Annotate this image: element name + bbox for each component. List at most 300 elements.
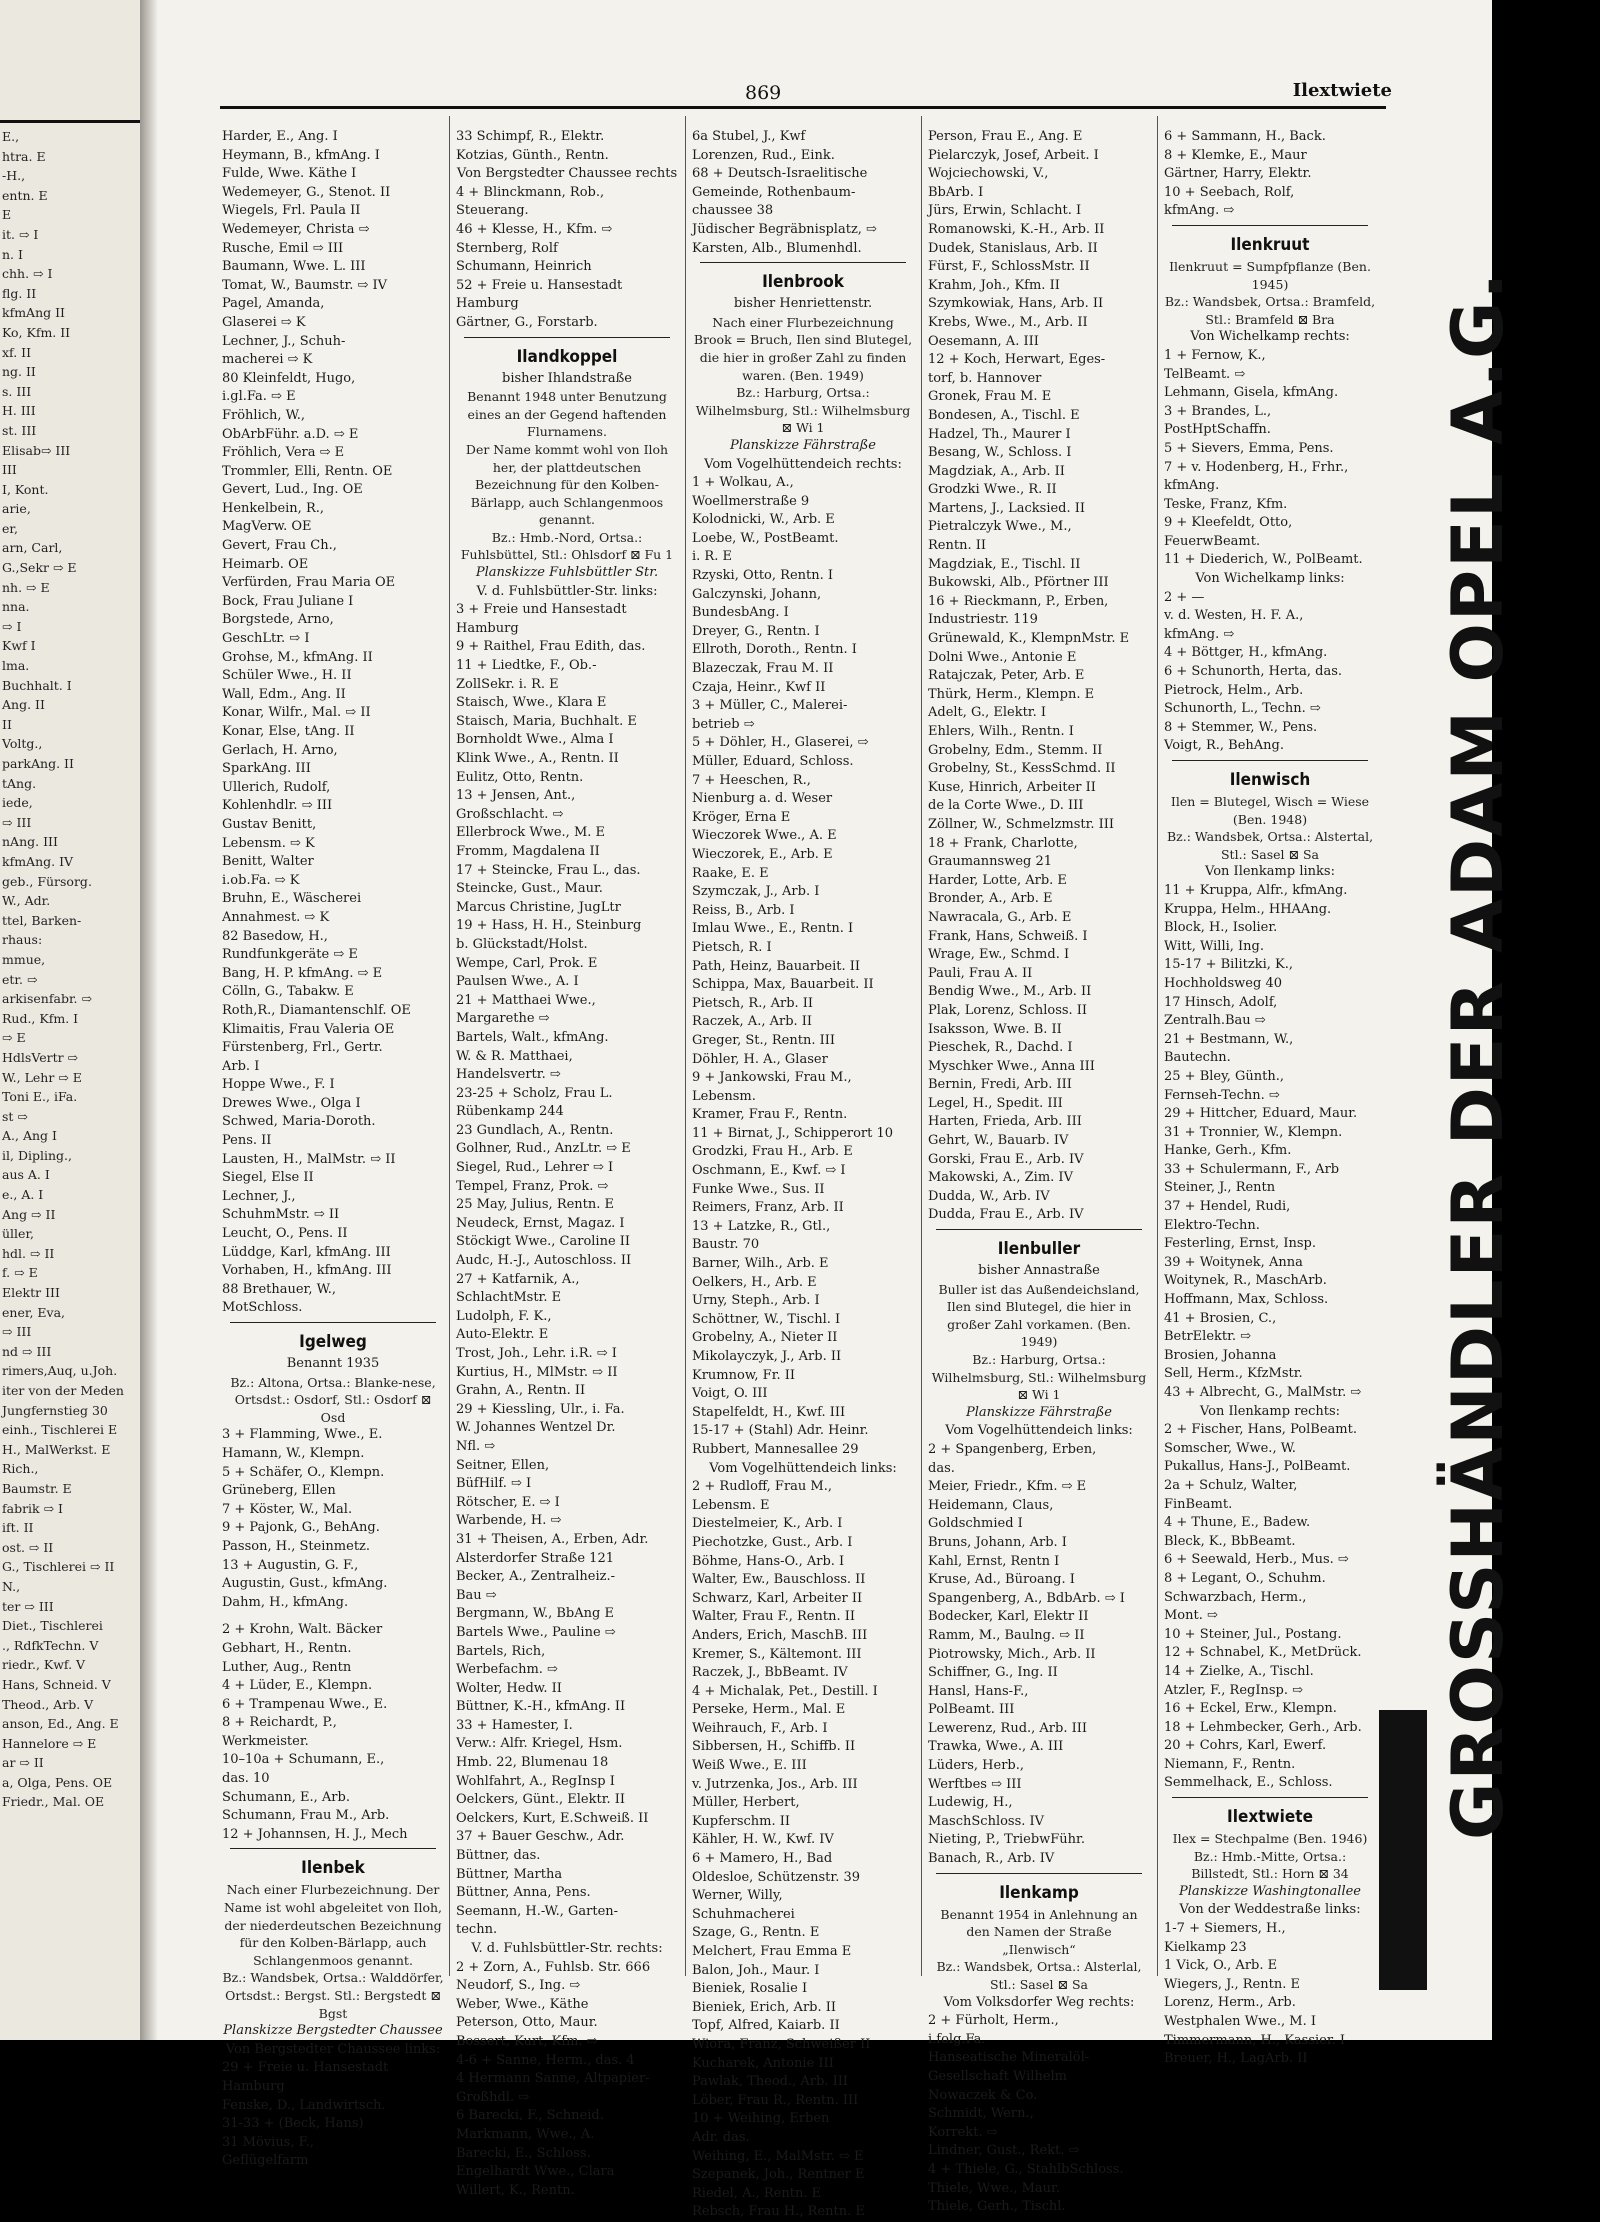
directory-entry: 9 + Raithel, Frau Edith, das. [456, 639, 646, 655]
directory-entry: 31 Mövius, F., [222, 2134, 314, 2150]
street-note: Buller ist das Außendeichsland, Ilen sind Blutegel, die hier in großer Zahl vorkamen. (Ben. 1949) [938, 1281, 1140, 1350]
previous-page-fragment: a, Olga, Pens. OE [2, 1774, 113, 1790]
previous-page-fragment: anson, Ed., Ang. E [2, 1716, 119, 1732]
advertisement-text: GROSSHÄNDLER DER ADAM OPEL A.G. [1437, 270, 1519, 1840]
directory-entry: Schwarz, Karl, Arbeiter II [692, 1590, 863, 1606]
directory-entry: Brosien, Johanna [1164, 1347, 1277, 1363]
previous-page-fragment: hdl. ⇨ II [2, 1245, 55, 1261]
directory-entry: Döhler, H. A., Glaser [692, 1051, 828, 1067]
directory-entry: de la Corte Wwe., D. III [928, 798, 1084, 814]
directory-entry: 2a + Schulz, Walter, [1164, 1477, 1298, 1493]
directory-entry: Graumannsweg 21 [928, 854, 1053, 870]
directory-entry: Seitner, Ellen, [456, 1457, 550, 1473]
directory-entry: Annahmest. ⇨ K [222, 909, 330, 925]
directory-entry: Bleck, K., BbBeamt. [1164, 1533, 1296, 1549]
directory-entry: 6 + Mamero, H., Bad [692, 1851, 833, 1867]
street-note: Bz.: Altona, Ortsa.: Blanke-nese, Ortsdst.: Osdorf, Stl.: Osdorf ⊠ Osd [230, 1374, 436, 1425]
directory-entry: 11 + Diederich, W., PolBeamt. [1164, 552, 1363, 568]
directory-entry: Oelckers, Kurt, E.Schweiß. II [456, 1810, 649, 1826]
directory-entry: kfmAng. [1164, 478, 1220, 494]
directory-entry: Rötscher, E. ⇨ I [456, 1494, 560, 1510]
directory-entry: 1-7 + Siemers, H., [1164, 1921, 1286, 1937]
directory-entry: 6a Stubel, J., Kwf [692, 129, 806, 144]
directory-entry: Perseke, Herm., Mal. E [692, 1702, 846, 1718]
directory-entry: 2 + Rudloff, Frau M., [692, 1479, 832, 1495]
directory-entry: Rübenkamp 244 [456, 1104, 564, 1120]
directory-entry: 3 + Brandes, L., [1164, 403, 1272, 419]
directory-entry: Pauli, Frau A. II [928, 965, 1033, 981]
directory-entry: Riedel, A., Rentn. E [692, 2185, 822, 2201]
directory-entry: Spangenberg, A., BdbArb. ⇨ I [928, 1590, 1125, 1606]
directory-entry: ObArbFühr. a.D. ⇨ E [222, 426, 359, 442]
directory-entry: Bodecker, Karl, Elektr II [928, 1609, 1089, 1625]
previous-page-fragment: Kwf I [2, 638, 36, 654]
directory-entry: Konar, Wilfr., Mal. ⇨ II [222, 705, 371, 721]
directory-entry: v. d. Westen, H. F. A., [1164, 608, 1304, 624]
directory-entry: Imlau Wwe., E., Rentn. I [692, 921, 854, 937]
directory-entry: Rusche, Emil ⇨ III [222, 240, 344, 256]
directory-entry: Lüddge, Karl, kfmAng. III [222, 1244, 391, 1260]
directory-entry: Urny, Steph., Arb. I [692, 1293, 820, 1309]
directory-entry: Paulsen Wwe., A. I [456, 974, 579, 990]
directory-entry: Schippa, Max, Bauarbeit. II [692, 977, 874, 993]
directory-entry: Oschmann, E., Kwf. ⇨ I [692, 1163, 846, 1179]
directory-entry: Grobelny, St., KessSchmd. II [928, 761, 1116, 777]
directory-entry: v. Jutrzenka, Jos., Arb. III [692, 1776, 858, 1792]
directory-entry: Grobelny, Edm., Stemm. II [928, 742, 1103, 758]
directory-entry: Dudek, Stanislaus, Arb. II [928, 240, 1098, 256]
directory-entry: Gustav Benitt, [222, 816, 317, 832]
directory-entry: Fröhlich, Vera ⇨ E [222, 445, 345, 461]
directory-entry: BbArb. I [928, 184, 984, 200]
previous-page-fragment: aus A. I [2, 1167, 50, 1183]
previous-page-fragment: nd ⇨ III [2, 1343, 52, 1359]
directory-entry: 10 + Weihing, Erben [692, 2111, 830, 2127]
previous-page-fragment: ⇨ E [2, 1030, 26, 1046]
street-subheading: Vom Vogelhüttendeich rechts: [704, 456, 902, 472]
previous-page-fragment: Theod., Arb. V [2, 1696, 94, 1712]
directory-entry: Nieting, P., TriebwFühr. [928, 1832, 1085, 1848]
directory-entry: 9 + Pajonk, G., BehAng. [222, 1520, 380, 1536]
previous-page-fragment: Baumstr. E [2, 1480, 72, 1496]
advertisement-block [1379, 1710, 1427, 1990]
previous-page-fragment: N., [2, 1578, 21, 1594]
directory-entry: Borgstede, Arno, [222, 612, 334, 628]
directory-entry: Kohlenhdlr. ⇨ III [222, 798, 333, 814]
directory-entry: 5 + Schäfer, O., Klempn. [222, 1464, 385, 1480]
directory-entry: Harder, Lotte, Arb. E [928, 872, 1067, 888]
directory-entry: Nienburg a. d. Weser [692, 791, 833, 807]
previous-page-fragment: G.,Sekr ⇨ E [2, 560, 77, 576]
column-divider [1157, 116, 1158, 1976]
directory-entry: Gronek, Frau M. E [928, 389, 1052, 405]
directory-entry: Konar, Else, tAng. II [222, 724, 355, 739]
directory-entry: Besang, W., Schloss. I [928, 445, 1072, 461]
previous-page-fragment: n. I [2, 246, 23, 262]
previous-page-fragment: W., Adr. [2, 893, 51, 909]
directory-entry: Großhdl. ⇨ [456, 2089, 530, 2105]
street-subheading: bisher Ihlandstraße [502, 370, 632, 386]
directory-entry: Voigt, O. III [692, 1386, 768, 1402]
directory-entry: 21 + Matthaei Wwe., [456, 992, 596, 1008]
directory-entry: Raake, E. E [692, 865, 769, 881]
directory-entry: Kuse, Hinrich, Arbeiter II [928, 779, 1096, 795]
directory-entry: Kruppa, Helm., HHAAng. [1164, 901, 1332, 917]
directory-entry: Banach, R., Arb. IV [928, 1851, 1055, 1867]
directory-entry: 31 + Tronnier, W., Klempn. [1164, 1124, 1343, 1140]
directory-entry: Fromm, Magdalena II [456, 843, 600, 859]
directory-entry: Böhme, Hans-O., Arb. I [692, 1553, 845, 1569]
directory-entry: Pietsch, R., Arb. II [692, 995, 814, 1011]
column-2 [456, 128, 678, 2200]
directory-entry: Ehlers, Wilh., Rentn. I [928, 724, 1074, 739]
previous-page-fragment: tAng. [2, 775, 37, 791]
directory-entry: Gevert, Frau Ch., [222, 538, 337, 554]
directory-entry: macherei ⇨ K [222, 352, 313, 368]
directory-entry: Witt, Willi, Ing. [1164, 938, 1264, 954]
directory-entry: Lorenzen, Rud., Eink. [692, 147, 835, 163]
directory-entry: Gärtner, G., Forstarb. [456, 314, 598, 330]
directory-entry: Büttner, K.-H., kfmAng. II [456, 1699, 626, 1715]
directory-entry: Willert, K., Rentn. [456, 2182, 575, 2198]
previous-page-fragment: ⇨ III [2, 1324, 32, 1340]
directory-entry: 18 + Frank, Charlotte, [928, 835, 1078, 851]
street-note: Nach einer Flurbezeichnung. Der Name ist wohl abgeleitet von Iloh, der niederdeutschen Bezeichnung für den Kolben-Bärlapp, auch Schlangenmoos genannt. [223, 1882, 443, 1968]
directory-entry: Bau ⇨ [456, 1587, 497, 1603]
directory-entry: 8 + Stemmer, W., Pens. [1164, 719, 1318, 735]
directory-entry: Lorenz, Herm., Arb. [1164, 1995, 1296, 2011]
directory-entry: 29 + Kiessling, Ulr., i. Fa. [456, 1401, 625, 1417]
directory-entry: 33 + Schulermann, F., Arb [1164, 1161, 1340, 1177]
directory-entry: 82 Basedow, H., [222, 928, 328, 944]
directory-entry: 1 + Wolkau, A., [692, 475, 794, 491]
previous-page-fragment: etr. ⇨ [2, 971, 38, 987]
street-note: Benannt 1948 unter Benutzung eines an der Gegend haftenden Flurnamens. [467, 389, 667, 440]
previous-page-fragment: fabrik ⇨ I [2, 1500, 63, 1516]
directory-entry: Pieschek, R., Dachd. I [928, 1040, 1073, 1056]
street-note: Der Name kommt wohl von Iloh her, der plattdeutschen Bezeichnung für den Kolben-Bärlapp, auch Schlangenmoos genannt. [465, 441, 669, 528]
directory-entry: Handelsvertr. ⇨ [456, 1067, 561, 1083]
directory-entry: Magdziak, A., Arb. II [928, 463, 1065, 479]
directory-entry: Lewerenz, Rud., Arb. III [928, 1720, 1088, 1736]
previous-page-fragment: xf. II [2, 344, 32, 360]
directory-entry: Thiele, Gerh., Tischl. [928, 2199, 1066, 2215]
directory-entry: Krebs, Wwe., M., Arb. II [928, 314, 1088, 330]
previous-page-fragment: A., Ang I [2, 1128, 57, 1144]
directory-entry: BundesbAng. I [692, 605, 789, 621]
directory-entry: Festerling, Ernst, Insp. [1164, 1236, 1316, 1252]
directory-entry: Fulde, Wwe. Käthe I [222, 166, 357, 182]
running-head: Ilextwiete [1292, 80, 1392, 101]
directory-entry: Mikolayczyk, J., Arb. II [692, 1349, 842, 1364]
directory-entry: 3 + Flamming, Wwe., E. [222, 1427, 383, 1443]
directory-entry: Walter, Frau F., Rentn. II [692, 1609, 855, 1625]
directory-entry: Werkmeister. [222, 1733, 309, 1749]
previous-page-fragment: mmue, [2, 951, 46, 967]
directory-entry: Isaksson, Wwe. B. II [928, 1021, 1062, 1037]
directory-entry: Weihing, E., MalMstr. ⇨ E [692, 2148, 864, 2164]
previous-page-fragment: st ⇨ [2, 1108, 28, 1124]
directory-entry: Rubbert, Mannesallee 29 [692, 1441, 859, 1457]
directory-entry: Hamann, W., Klempn. [222, 1445, 365, 1461]
street-subheading: Von der Weddestraße links: [1179, 1902, 1361, 1918]
directory-entry: 4 + Thiele, G., StahlbSchloss. [928, 2161, 1124, 2177]
directory-entry: Thürk, Herm., Klempn. E [928, 686, 1095, 702]
directory-entry: 33 Schimpf, R., Elektr. [456, 129, 605, 144]
previous-page-fragment: ift. II [2, 1520, 34, 1536]
directory-entry: 25 May, Julius, Rentn. E [456, 1197, 615, 1213]
directory-entry: Trommler, Elli, Rentn. OE [222, 463, 393, 479]
section-rule [1172, 760, 1368, 761]
street-heading: Ilextwiete [1227, 1807, 1313, 1828]
column-3 [692, 128, 914, 2222]
previous-page-fragment: III [2, 462, 17, 478]
directory-entry: Fröhlich, W., [222, 407, 306, 423]
directory-entry: Neudorf, S., Ing. ⇨ [456, 1978, 581, 1994]
directory-entry: 5 + Döhler, H., Glaserei, ⇨ [692, 735, 869, 751]
directory-entry: Woellmerstraße 9 [692, 493, 810, 509]
directory-entry: Vorhaben, H., kfmAng. III [222, 1263, 392, 1279]
directory-entry: Tempel, Franz, Prok. ⇨ [456, 1178, 609, 1194]
previous-page-fragment: Buchhalt. I [2, 677, 72, 693]
directory-entry: Lechner, J., Schuh- [222, 333, 346, 349]
directory-entry: 4 + Thune, E., Badew. [1164, 1515, 1311, 1531]
directory-entry: Somscher, Wwe., W. [1164, 1440, 1296, 1456]
previous-page-fragment: ttel, Barken- [2, 912, 82, 928]
directory-entry: Lindner, Gust., Rekt. ⇨ [928, 2143, 1080, 2159]
directory-entry: 20 + Cohrs, Karl, Ewerf. [1164, 1738, 1327, 1754]
directory-entry: Adr. das. [692, 2129, 750, 2145]
directory-entry: Krumnow, Fr. II [692, 1367, 796, 1383]
previous-page-fragment: parkAng. II [2, 756, 74, 771]
directory-entry: Leucht, O., Pens. II [222, 1226, 348, 1242]
directory-entry: MagVerw. OE [222, 519, 312, 535]
directory-entry: Ramm, M., Baulng. ⇨ II [928, 1627, 1085, 1643]
directory-entry: Hochholdsweg 40 [1164, 975, 1282, 991]
directory-entry: 4 + Blinckmann, Rob., [456, 184, 605, 200]
street-heading: Ilenbuller [997, 1239, 1081, 1260]
directory-entry: 18 + Lehmbecker, Gerh., Arb. [1164, 1719, 1362, 1735]
directory-entry: Walter, Ew., Bauschloss. II [692, 1572, 866, 1588]
directory-entry: 7 + Heeschen, R., [692, 772, 811, 788]
directory-entry: 46 + Klesse, H., Kfm. ⇨ [456, 221, 613, 237]
directory-entry: Teske, Franz, Kfm. [1164, 496, 1288, 512]
directory-entry: Verw.: Alfr. Kriegel, Hsm. [456, 1736, 623, 1752]
previous-page-rule [0, 120, 140, 123]
directory-entry: Weber, Wwe., Käthe [456, 1996, 589, 2012]
directory-entry: Margarethe ⇨ [456, 1011, 550, 1027]
directory-entry: Balon, Joh., Maur. I [692, 1962, 820, 1978]
directory-entry: Kucharek, Antonie III [692, 2055, 834, 2071]
directory-entry: Karsten, Alb., Blumenhdl. [692, 240, 862, 256]
street-subheading: Vom Volksdorfer Weg rechts: [943, 1994, 1135, 2010]
directory-entry: Semmelhack, E., Schloss. [1164, 1775, 1333, 1791]
directory-entry: Path, Heinz, Bauarbeit. II [692, 958, 861, 974]
directory-entry: 9 + Kleefeldt, Otto, [1164, 515, 1293, 531]
directory-entry: Gerlach, H. Arno, [222, 742, 338, 758]
directory-entry: Heimarb. OE [222, 556, 309, 572]
directory-entry: Wieczorek Wwe., A. E [692, 828, 837, 844]
previous-page-fragment: Ang. II [2, 697, 45, 713]
directory-entry: Benitt, Walter [222, 854, 314, 870]
directory-entry: 39 + Woitynek, Anna [1164, 1254, 1303, 1270]
page-number: 869 [745, 82, 782, 104]
directory-entry: torf, b. Hannover [928, 370, 1042, 386]
directory-entry: Mont. ⇨ [1164, 1608, 1218, 1624]
directory-entry: Ludolph, F. K., [456, 1308, 552, 1324]
directory-entry: Neudeck, Ernst, Magaz. I [456, 1215, 625, 1231]
previous-page-fragment: Rich., [2, 1461, 39, 1477]
directory-entry: Bendig Wwe., M., Arb. II [928, 984, 1092, 1000]
previous-page-fragment: iede, [2, 795, 33, 811]
directory-entry: Hmb. 22, Blumenau 18 [456, 1755, 609, 1771]
directory-entry: Peterson, Otto, Maur. [456, 2015, 598, 2031]
previous-page-fragment: nh. ⇨ E [2, 579, 50, 595]
directory-entry: 2 + Krohn, Walt. Bäcker [222, 1622, 383, 1638]
section-rule [1172, 225, 1368, 226]
street-note: Bz.: Harburg, Ortsa.: Wilhelmsburg, Stl.: Wilhelmsburg ⊠ Wi 1 [695, 385, 911, 436]
directory-entry: Staisch, Maria, Buchhalt. E [456, 713, 637, 729]
street-note: Bz.: Wandsbek, Ortsa.: Alstertal, Stl.: Sasel ⊠ Sa [1166, 829, 1374, 862]
street-note: Bz.: Wandsbek, Ortsa.: Walddörfer, Ortsdst.: Bergst. Stl.: Bergstedt ⊠ Bgst [222, 1970, 444, 2021]
directory-entry: Hanseatische Mineralöl- [928, 2050, 1090, 2066]
directory-entry: SparkAng. III [222, 761, 311, 777]
directory-entry: Frank, Hans, Schweiß. I [928, 928, 1088, 944]
street-subheading: Von Bergstedter Chaussee links: [225, 2041, 441, 2057]
directory-entry: Warbende, H. ⇨ [456, 1513, 562, 1529]
directory-entry: 4 + Böttger, H., kfmAng. [1164, 645, 1328, 661]
directory-entry: Dolni Wwe., Antonie E [928, 649, 1077, 665]
directory-entry: 17 + Steincke, Frau L., das. [456, 862, 641, 878]
directory-entry: Meier, Friedr., Kfm. ⇨ E [928, 1479, 1087, 1495]
directory-entry: 4 + Michalak, Pet., Destill. I [692, 1683, 878, 1699]
street-subheading: Planskizze Washingtonallee [1178, 1883, 1361, 1899]
directory-entry: 29 + Freie u. Hansestadt [222, 2060, 389, 2076]
directory-entry: Steincke, Gust., Maur. [456, 881, 603, 897]
directory-entry: Steuerang. [456, 203, 529, 219]
directory-entry: Harten, Frieda, Arb. III [928, 1114, 1082, 1130]
directory-entry: Schiffner, G., Ing. II [928, 1665, 1058, 1681]
directory-entry: 10 + Seebach, Rolf, [1164, 184, 1295, 200]
directory-entry: Gärtner, Harry, Elektr. [1164, 166, 1312, 182]
directory-entry: kfmAng. ⇨ [1164, 626, 1235, 642]
directory-entry: 5 + Sievers, Emma, Pens. [1164, 440, 1334, 456]
directory-entry: Glaserei ⇨ K [222, 314, 306, 330]
previous-page-fragment: f. ⇨ E [2, 1265, 38, 1281]
directory-entry: Woitynek, R., MaschArb. [1164, 1273, 1327, 1289]
directory-entry: Schwarzbach, Herm., [1164, 1589, 1307, 1605]
previous-page-fragment: G., Tischlerei ⇨ II [2, 1559, 115, 1575]
directory-entry: Schumann, Heinrich [456, 259, 592, 275]
directory-entry: Romanowski, K.-H., Arb. II [928, 221, 1105, 237]
directory-entry: 27 + Katfarnik, A., [456, 1271, 580, 1287]
directory-entry: Pawlak, Theod., Arb. III [692, 2074, 848, 2090]
directory-entry: Gehrt, W., Bauarb. IV [928, 1133, 1069, 1149]
previous-page-fragment: Friedr., Mal. OE [2, 1794, 105, 1810]
directory-entry: Oelckers, Günt., Elektr. II [456, 1792, 626, 1808]
directory-entry: Schumann, Frau M., Arb. [222, 1808, 390, 1824]
directory-entry: Timmermann, H., Kassier. I [1164, 2032, 1346, 2048]
directory-entry: Makowski, A., Zim. IV [928, 1170, 1073, 1186]
directory-entry: Rundfunkgeräte ⇨ E [222, 947, 358, 963]
street-subheading: V. d. Fuhlsbüttler-Str. links: [476, 583, 658, 599]
street-heading: Igelweg [299, 1332, 367, 1352]
directory-entry: Kotzias, Günth., Rentn. [456, 147, 609, 163]
previous-page-fragment: II [2, 716, 12, 732]
directory-entry: Bruns, Johann, Arb. I [928, 1534, 1067, 1550]
directory-entry: Wiora, Franz, Schweißer II [692, 2036, 871, 2052]
directory-entry: Hoffmann, Max, Schloss. [1164, 1292, 1329, 1308]
directory-entry: Martens, J., Lacksied. II [928, 500, 1086, 516]
directory-entry: Drewes Wwe., Olga I [222, 1095, 361, 1111]
section-rule [230, 1848, 436, 1849]
directory-entry: Kramer, Frau F., Rentn. [692, 1107, 848, 1123]
directory-entry: 2 + Fischer, Hans, PolBeamt. [1164, 1422, 1357, 1438]
directory-entry: Werner, Willy, [692, 1888, 783, 1904]
directory-entry: 15-17 + Bilitzki, K., [1164, 957, 1294, 973]
directory-entry: b. Glückstadt/Holst. [456, 936, 588, 952]
directory-entry: 17 Hinsch, Adolf, [1164, 994, 1278, 1010]
directory-entry: 23 Gundlach, A., Rentn. [456, 1122, 614, 1138]
directory-entry: Bartels, Rich, [456, 1643, 546, 1659]
directory-entry: Melchert, Frau Emma E [692, 1944, 852, 1959]
directory-entry: Pukallus, Hans-J., PolBeamt. [1164, 1459, 1351, 1475]
previous-page-fragment: entn. E [2, 187, 48, 203]
directory-entry: Jüdischer Begräbnisplatz, ⇨ [692, 221, 877, 237]
directory-entry: Raczek, J., BbBeamt. IV [692, 1665, 848, 1681]
directory-entry: Geflügelfarm [222, 2153, 309, 2169]
directory-entry: i.ob.Fa. ⇨ K [222, 872, 300, 888]
previous-page-fragment: arie, [2, 501, 31, 517]
directory-entry: Müller, Eduard, Schloss. [692, 754, 854, 769]
directory-entry: Szepanek, Joh., Rentner E [692, 2167, 865, 2183]
directory-entry: Passon, H., Steinmetz. [222, 1538, 371, 1554]
previous-page-fragment: ⇨ III [2, 814, 32, 830]
street-subheading: Von Wichelkamp rechts: [1190, 329, 1350, 345]
directory-entry: Kielkamp 23 [1164, 1939, 1247, 1955]
directory-entry: Block, H., Isolier. [1164, 920, 1278, 936]
directory-entry: Ratajczak, Peter, Arb. E [928, 668, 1085, 684]
street-subheading: Von Ilenkamp rechts: [1199, 1403, 1341, 1419]
directory-entry: 1 Vick, O., Arb. E [1164, 1958, 1278, 1974]
directory-entry: 2 + — [1164, 589, 1205, 605]
directory-entry: Schmidt, Wern., [928, 2106, 1034, 2122]
directory-entry: Piotrowsky, Mich., Arb. II [928, 1646, 1096, 1662]
directory-entry: 10 + Steiner, Jul., Postang. [1164, 1626, 1342, 1642]
directory-entry: Pietsch, R. I [692, 939, 772, 955]
directory-entry: Dudda, W., Arb. IV [928, 1188, 1050, 1204]
directory-entry: Trawka, Wwe., A. III [928, 1739, 1064, 1755]
previous-page-fragment: H., MalWerkst. E [2, 1441, 111, 1457]
directory-entry: W. Johannes Wentzel Dr. [456, 1420, 616, 1436]
directory-entry: 4 Hermann Sanne, Altpapier- [456, 2071, 650, 2087]
directory-entry: Auto-Elektr. E [456, 1327, 549, 1343]
previous-page-fragment: ost. ⇨ II [2, 1539, 54, 1555]
previous-page-fragment: Toni E., iFa. [2, 1089, 78, 1105]
directory-entry: Löber, Frau R., Rentn. III [692, 2092, 859, 2108]
directory-entry: Klink Wwe., A., Rentn. II [456, 751, 619, 766]
directory-entry: Funke Wwe., Sus. II [692, 1181, 825, 1197]
previous-page-fragment: htra. E [2, 148, 46, 164]
directory-entry: Gesellschaft Wilhelm [928, 2068, 1068, 2084]
directory-entry: Schöttner, W., Tischl. I [692, 1311, 841, 1327]
directory-entry: 14 + Zielke, A., Tischl. [1164, 1663, 1314, 1679]
previous-page-fragment: er, [2, 520, 18, 536]
previous-page-fragment: rhaus: [2, 932, 43, 948]
directory-entry: Hamburg [456, 296, 519, 312]
directory-entry: 19 + Hass, H. H., Steinburg [456, 918, 642, 934]
directory-entry: Hamburg [222, 2078, 285, 2094]
